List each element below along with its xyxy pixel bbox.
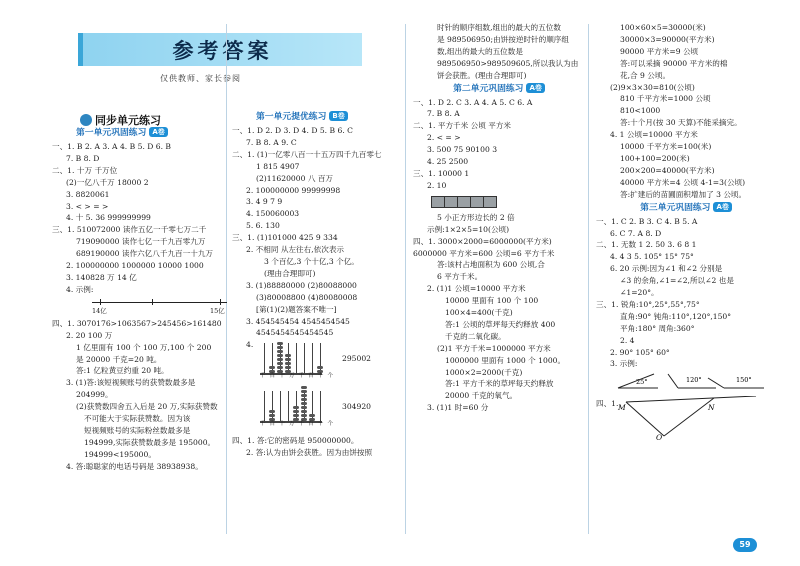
- answer-line: 一、1. D 2. C 3. A 4. A 5. C 6. A: [413, 97, 533, 107]
- answer-line: 4. 示例:: [66, 284, 94, 294]
- answer-line: 2. 10: [427, 180, 447, 190]
- answer-line: 3. 500 75 90100 3: [427, 145, 498, 155]
- answer-line: 100×60×5=30000(米): [620, 23, 706, 32]
- answer-line: 三、1. 510072000 读作五亿一千零七万二千: [52, 225, 207, 235]
- answer-line: 90000 平方米=9 公顷: [620, 46, 699, 56]
- answer-line: 2. 100000000 99999998: [246, 185, 341, 195]
- angle-label: 25°: [636, 378, 648, 387]
- answer-line: 810 千平方米=1000 公顷: [620, 94, 711, 104]
- grid-cell: [470, 196, 484, 208]
- answer-line: 100×4=400(千克): [445, 308, 513, 318]
- answer-line: 2. 4: [620, 335, 635, 345]
- answer-line: 花,合 9 公顷。: [620, 70, 671, 80]
- answer-line: 三、1. 10000 1: [413, 168, 470, 178]
- place-value-labels: 千 百 十 万 千 百 十 个: [260, 373, 335, 380]
- angle-examples-figure: [596, 370, 766, 392]
- answer-line: 2. 20 100 万: [66, 330, 113, 340]
- answer-line: 689190000 读作六亿八千九百一十九万: [76, 249, 214, 259]
- answer-line: 答:该村占地面积为 600 公顷,合: [437, 260, 545, 270]
- answer-line: (理由合理即可): [264, 268, 316, 278]
- answer-line: 30000×3=90000(平方米): [620, 34, 715, 44]
- answer-line: 2. 90° 105° 60°: [610, 347, 670, 357]
- answer-line: 6. C 7. A 8. D: [610, 228, 662, 238]
- geometry-figure: [596, 396, 776, 442]
- answer-line: 719090000 读作七亿一千九百零九万: [76, 237, 206, 247]
- column-divider: [405, 24, 406, 534]
- angle-label: 150°: [736, 376, 752, 385]
- answer-line: 二、1. 平方千米 公顷 平方米: [413, 121, 512, 131]
- answer-line: 四、1. 3070176>1063567>245456>161480: [52, 318, 222, 328]
- answer-line: 3. 示例:: [610, 359, 638, 369]
- badge-a: A卷: [526, 83, 544, 93]
- place-value-labels: 千 百 十 万 千 百 十 个: [260, 421, 335, 428]
- badge-a: A卷: [713, 202, 731, 212]
- answer-line: 5 小正方形边长的 2 倍: [437, 212, 515, 222]
- answer-line: 是 989506950;由饼按逆时针的顺序组: [437, 34, 569, 44]
- answer-line: 2. < = >: [427, 133, 461, 143]
- answer-line: 四、1. 答:它的密码是 950000000。: [232, 436, 359, 446]
- answer-line: 1000000 里面有 1000 个 1000。: [445, 355, 566, 365]
- answer-line: 2. (1)1 公顷=10000 平方米: [427, 284, 526, 294]
- answer-line: 三、1. 锐角:10°,25°,55°,75°: [596, 299, 700, 309]
- answer-line: 10000 千平方米=100(米): [620, 142, 712, 152]
- answer-line: 平角:180° 周角:360°: [620, 323, 695, 333]
- answer-line: 989506950>989509605,所以我认为由: [437, 58, 579, 68]
- area-grid-figure: [431, 196, 585, 208]
- answer-line: 194999,实际获赞数最多是 195000。: [84, 437, 216, 447]
- answer-line: 答:可以采摘 90000 平方米的棉: [620, 58, 728, 68]
- answer-line: 一、1. B 2. A 3. A 4. B 5. D 6. B: [52, 142, 172, 151]
- answer-line: 数,组出的最大的五位数是: [437, 46, 523, 56]
- answer-line: 四、1.: [596, 399, 619, 409]
- abacus-figure-2: [232, 387, 394, 435]
- section-title: 第三单元巩固练习 A卷: [596, 201, 776, 216]
- number-line-figure: [92, 296, 232, 318]
- answer-line: (2)9×3×30=810(公顷): [610, 82, 695, 92]
- column-3: [413, 22, 585, 414]
- number-line-left-label: 14亿: [92, 306, 107, 315]
- answer-line: 6000000 平方米=600 公顷=6 平方千米: [413, 248, 555, 258]
- answer-line: 6. 20 示例:因为∠1 和∠2 分别是: [610, 264, 723, 274]
- grid-cell: [457, 196, 471, 208]
- answer-line: 3. (1)88880000 (2)80088000: [246, 280, 357, 290]
- answer-line: 3. 8820061: [66, 189, 110, 199]
- section-title: 第一单元巩固练习 A卷: [52, 126, 222, 141]
- page-number: 59: [733, 538, 757, 552]
- column-2: [232, 110, 394, 459]
- angle-150: [708, 376, 764, 388]
- answer-line: 20000 千克的氧气。: [445, 391, 518, 401]
- answer-line: 2. 不相同 从左往右,依次表示: [246, 245, 345, 255]
- title-banner: [78, 33, 362, 66]
- answer-line: 直角:90° 钝角:110°,120°,150°: [620, 311, 732, 321]
- answer-line: 二、1. 十万 千万位: [52, 165, 118, 175]
- column-divider: [226, 24, 227, 534]
- answer-line: 一、1. D 2. D 3. D 4. D 5. B 6. C: [232, 126, 353, 135]
- answer-line: 4. 150060003: [246, 209, 300, 219]
- answer-line: 1 815 4907: [256, 161, 300, 171]
- answer-line: 40000 平方米=4 公顷 4-1=3(公顷): [620, 177, 746, 187]
- answer-line: 4. 十 5. 36 999999999: [66, 213, 151, 223]
- answer-line: 194999<195000。: [84, 449, 156, 459]
- answer-line: 1000×2=2000(千克): [445, 367, 523, 377]
- answer-line: 2. 答:认为由饼会获胜。因为由饼按照: [246, 448, 373, 458]
- answer-line: 3. (1)1 时=60 分: [427, 403, 489, 413]
- section-title: 第二单元巩固练习 A卷: [413, 82, 585, 97]
- answer-line: 7. B 8. A: [427, 109, 460, 119]
- section-title: 第一单元提优练习 B卷: [232, 110, 394, 125]
- badge-b: B卷: [329, 111, 347, 121]
- answer-line: 示例:1×2×5=10(公顷): [427, 224, 510, 234]
- answer-line: (2)获赞数四舍五入后是 20 万,实际获赞数: [76, 402, 218, 412]
- answer-line: 答:扩建后的苗圃面积增加了 3 公顷。: [620, 189, 747, 199]
- answer-line: 100+100=200(米): [620, 153, 690, 163]
- point-label-n: N: [708, 403, 715, 413]
- answer-line: 7. B 8. D: [66, 153, 100, 163]
- answer-line: 810<1000: [620, 106, 661, 116]
- answer-line: ∠3 的余角,∠1=∠2,所以∠2 也是: [620, 276, 734, 286]
- point-label-m: M: [618, 403, 626, 413]
- grid-cell: [444, 196, 458, 208]
- rocket-icon: [80, 114, 92, 126]
- answer-line: 3. (1)答:该短视频账号的获赞数最多是: [66, 378, 196, 388]
- answer-line: 2. 100000000 1000000 10000 1000: [66, 261, 204, 271]
- answer-line: 饼会获胜。(理由合理即可): [437, 70, 527, 80]
- answer-line: 6 平方千米。: [437, 272, 483, 282]
- answer-line: 3. 454545454 4545454545: [246, 316, 350, 326]
- answer-line: ∠1=20°。: [620, 288, 659, 298]
- answer-line: 4. 4 3 5. 105° 15° 75°: [610, 252, 694, 262]
- answer-line: 4. 1 公顷=10000 平方米: [610, 130, 698, 140]
- answer-line: 1 亿里面有 100 个 100 万,100 个 200: [76, 342, 212, 352]
- abacus-figure-1: [232, 339, 394, 387]
- answer-line: 答:1 亿粒黄豆约重 20 吨。: [76, 366, 169, 376]
- answer-line: 3. 4 9 7 9: [246, 197, 283, 207]
- answer-line: 四、1. 3000×2000=6000000(平方米): [413, 236, 552, 246]
- grid-cell: [483, 196, 497, 208]
- column-1: [52, 126, 225, 473]
- answer-line: 二、1. (1)一亿零八百一十五万四千九百零七: [232, 149, 382, 159]
- answer-line: 千克的二氧化碳。: [445, 331, 506, 341]
- answer-line: 3 个百亿,3 个十亿,3 个亿。: [264, 256, 359, 266]
- answer-line: (2)一亿八千万 18000 2: [66, 177, 149, 187]
- major-section-label: 同步单元练习: [95, 114, 161, 127]
- abacus-value: 295002: [342, 354, 371, 364]
- answer-line: 10000 里面有 100 个 100: [445, 296, 539, 306]
- answer-line: 4. 25 2500: [427, 157, 469, 167]
- answer-line: (2)1 平方千米=1000000 平方米: [437, 343, 551, 353]
- answer-line: 3. 140828 万 14 亿: [66, 272, 137, 282]
- answer-line: (3)80008800 (4)80080008: [256, 292, 358, 302]
- answer-line: 答:1 平方千米的草坪每天约释放: [445, 379, 554, 389]
- page-title: 参考答案: [172, 39, 273, 63]
- answer-line: 5. 6. 130: [246, 221, 280, 231]
- answer-line: 三、1. (1)101000 425 9 334: [232, 233, 338, 243]
- answer-line: 3. < > = >: [66, 201, 109, 211]
- answer-line: 一、1. C 2. B 3. C 4. B 5. A: [596, 216, 698, 226]
- answer-line: 不可能大于实际获赞数。因为该: [84, 414, 191, 424]
- number-line-right-label: 15亿: [210, 306, 225, 315]
- badge-a: A卷: [149, 127, 167, 137]
- answer-line: [第(1)(2)题答案不唯一]: [256, 304, 337, 314]
- point-label-o: O: [656, 433, 663, 443]
- answer-line: 4.: [246, 340, 254, 350]
- answer-line: 7. B 8. A 9. C: [246, 137, 297, 147]
- grid-cell: [431, 196, 445, 208]
- angle-120: [668, 374, 716, 388]
- angle-label: 120°: [686, 376, 702, 385]
- column-4: [596, 22, 776, 442]
- answer-line: 是 20000 千克=20 吨。: [76, 354, 162, 364]
- angle-25: [618, 374, 658, 388]
- abacus-value: 304920: [342, 402, 371, 412]
- answer-line: 200×200=40000(平方米): [620, 165, 715, 175]
- answer-line: 答:十个月(按 30 天算)不能采摘完。: [620, 118, 742, 128]
- answer-line: 二、1. 无数 1 2. 50 3. 6 8 1: [596, 240, 697, 250]
- answer-line: 4. 答:聪聪家的电话号码是 38938938。: [66, 461, 203, 471]
- answer-line: 时针的顺序组数,组出的最大的五位数: [437, 23, 561, 32]
- answer-line: 4545454545454545: [256, 328, 334, 338]
- answer-line: 短视频账号的实际粉丝数最多是: [84, 425, 191, 435]
- subtitle: 仅供教师、家长参阅: [160, 74, 241, 83]
- answer-line: (2)11620000 八 百万: [256, 173, 334, 183]
- answer-line: 答:1 公顷的草坪每天约释放 400: [445, 319, 556, 329]
- answer-line: 204999。: [76, 390, 113, 400]
- column-divider: [588, 24, 589, 534]
